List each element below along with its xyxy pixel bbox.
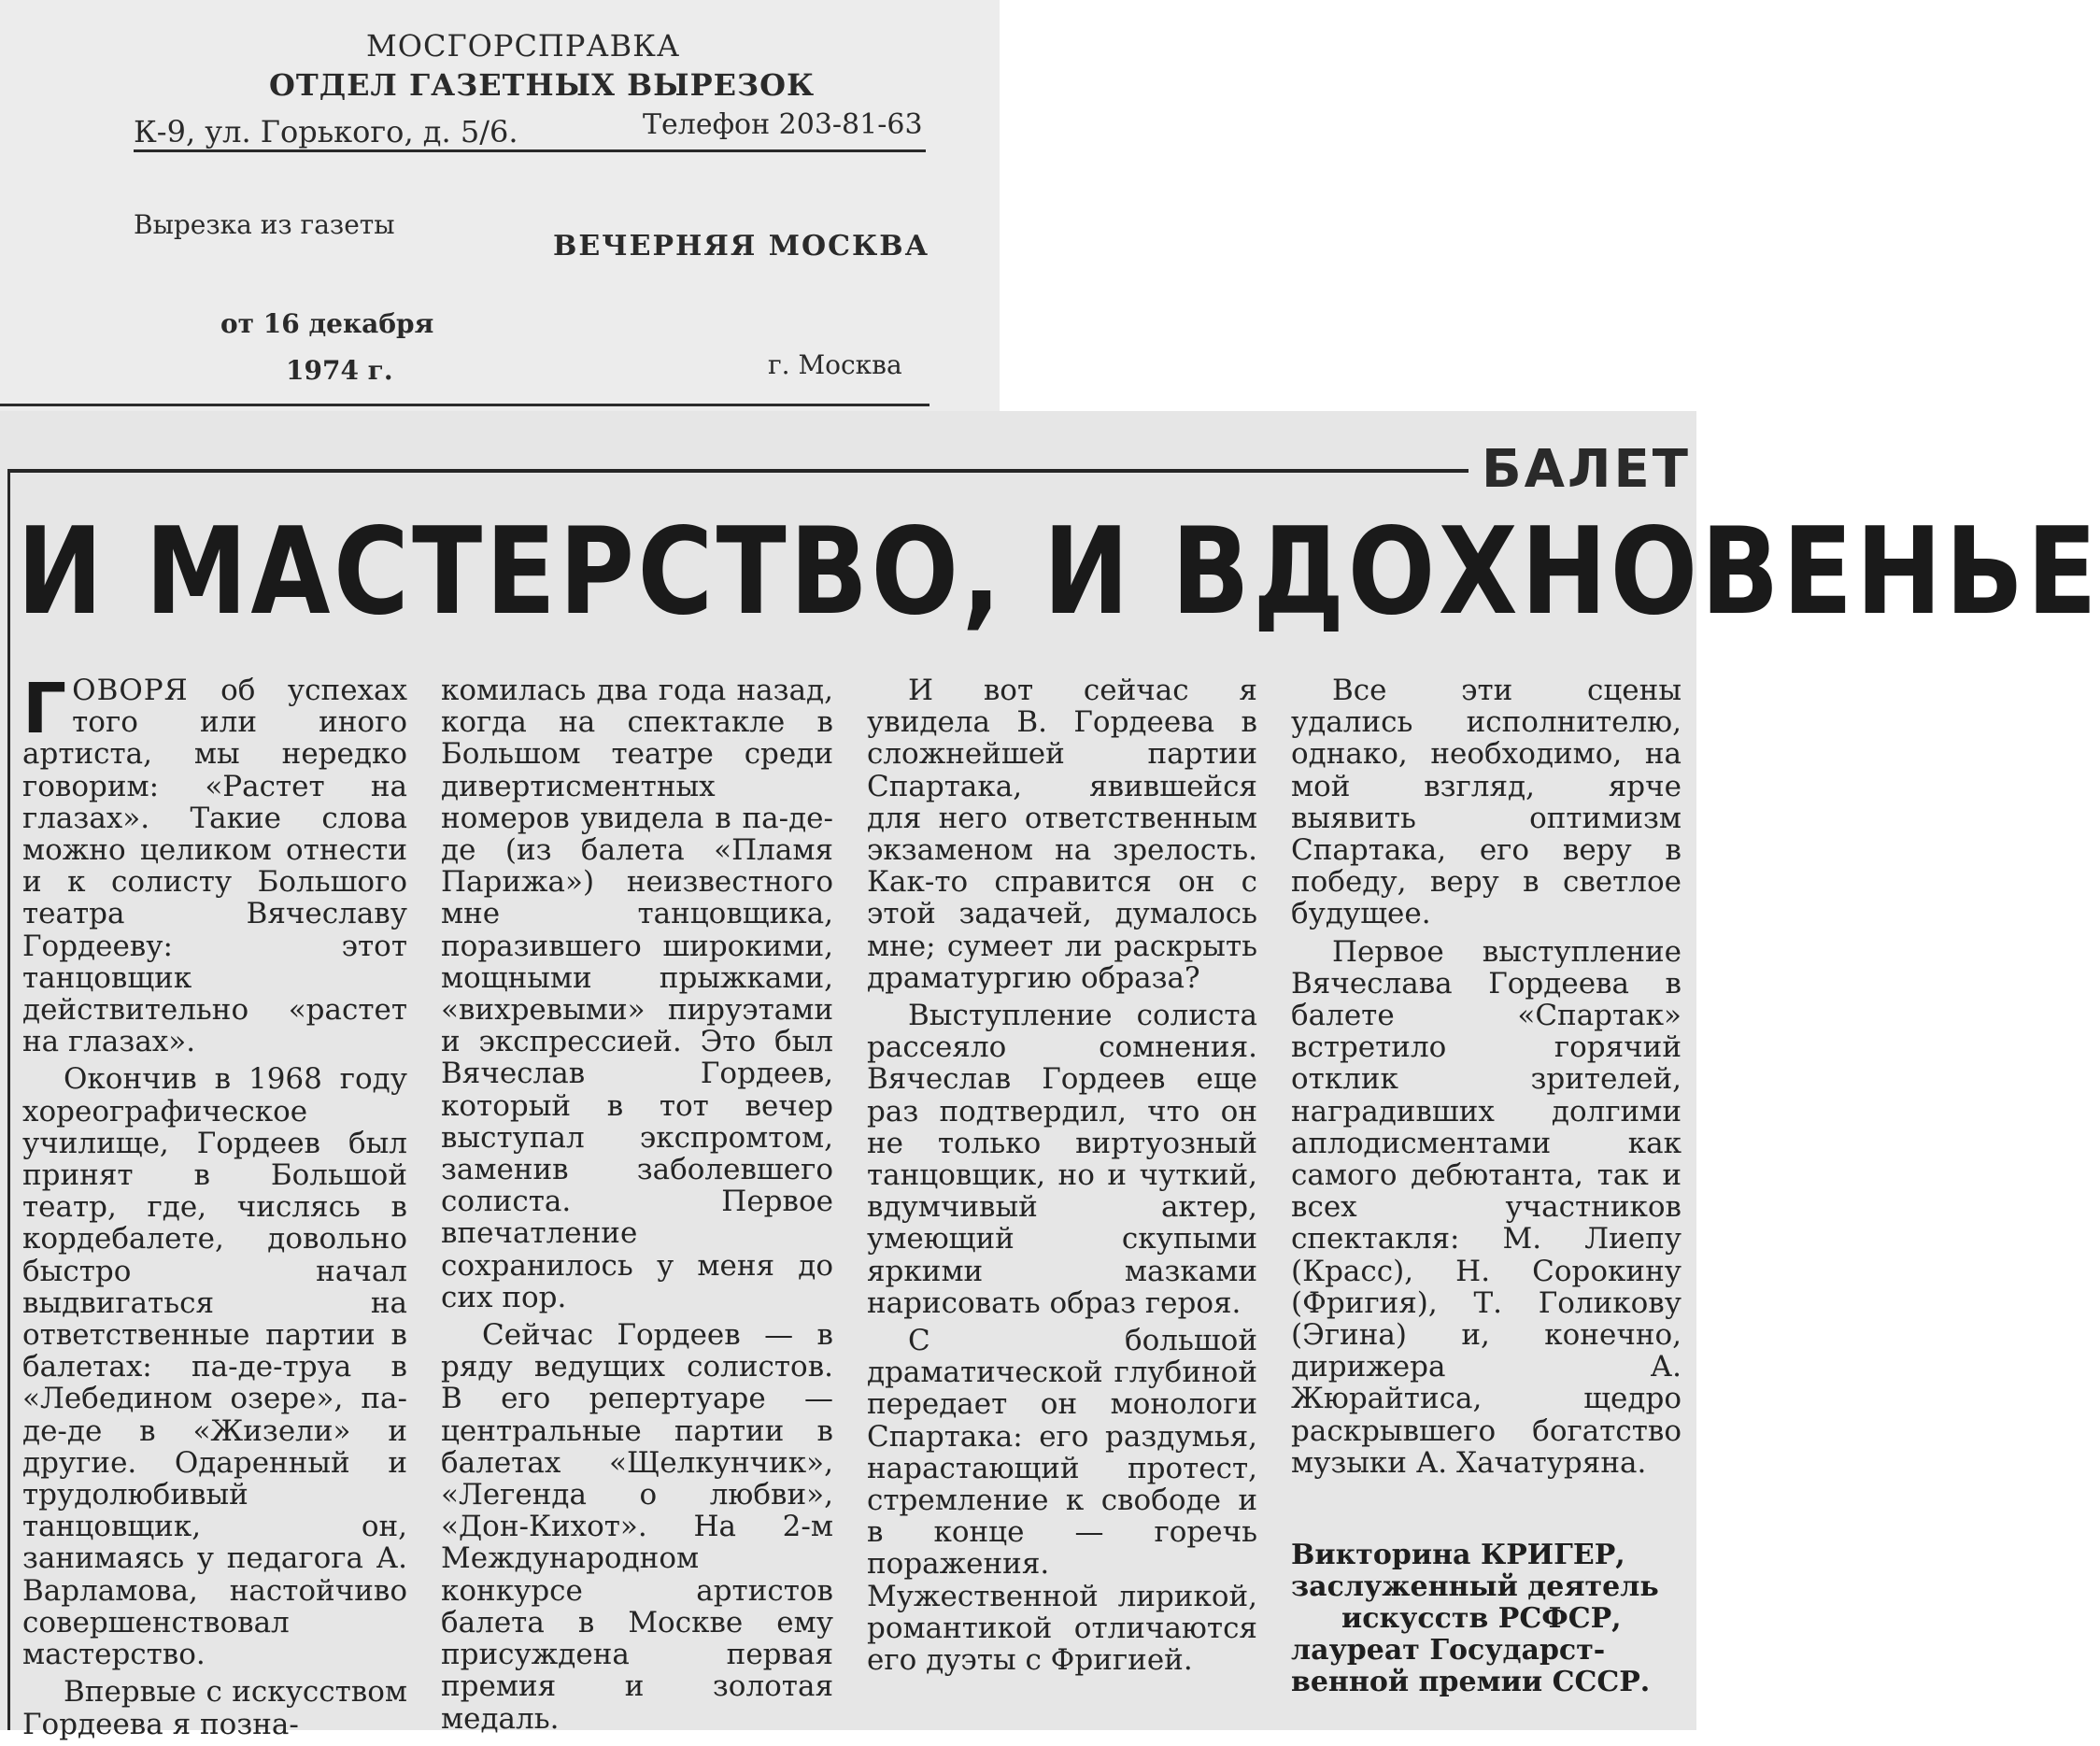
city: г. Москва — [768, 349, 902, 380]
author-title: лауреат Государст- — [1291, 1634, 1606, 1667]
author-title: венной премии СССР. — [1291, 1666, 1651, 1698]
article-top-rule — [7, 469, 1483, 473]
date-line: от 16 декабря — [220, 308, 434, 339]
article-headline: И МАСТЕРСТВО, И ВДОХНОВЕНЬЕ — [17, 503, 2100, 642]
article-column-3 — [867, 674, 1257, 1682]
lead-caps: ОВОРЯ — [72, 674, 189, 707]
paragraph: Первое выступление Вячеслава Гордеева в балете «Спартак» встретило горячий отклик зрителей, наградивших долгими аплодисментами как самого дебютанта, так и всех участников спектакля: М. Лиепу (Красс), Н. Сорокину (Фригия), Т. Голикову (Эгина) и, конечно, дирижера А. Жюрайтиса, щедро раскрывшего богатство музыки А. Хачатуряна. — [1291, 934, 1681, 1480]
newspaper-article — [0, 411, 2100, 1741]
stamp-rule-top — [134, 149, 926, 152]
paragraph: Окончив в 1968 году хореографическое училище, Гордеев был принят в Большой театр, где, числясь в кордебалете, довольно быстро начал выдвигаться на ответственные партии в балетах: па-де-труа в «Лебедином озере», па-де-де в «Жизели» и другие. Одаренный и трудолюбивый танцовщик, он, занимаясь у педагога А. Варламова, настойчиво совершенствовал мастерство. — [22, 1062, 407, 1672]
author-title: искусств РСФСР, — [1341, 1602, 1622, 1635]
paragraph: Сейчас Гордеев — в ряду ведущих солистов. В его репертуаре — центральные партии в балетах «Щелкунчик», «Легенда о любви», «Дон-Кихот». На 2-м Международном конкурсе артистов балета в Москве ему присуждена первая премия и золотая медаль. — [441, 1318, 833, 1736]
article-column-2 — [441, 674, 833, 1740]
paragraph: И вот сейчас я увидела В. Гордеева в сложнейшей партии Спартака, явившейся для него ответственным экзаменом на зрелость. Как-то справится он с этой задачей, думалось мне; сумеет ли раскрыть драматургию образа? — [867, 674, 1257, 995]
author-title: заслуженный деятель — [1291, 1570, 1659, 1603]
department-name: ОТДЕЛ ГАЗЕТНЫХ ВЫРЕЗОК — [269, 67, 816, 103]
stamp-rule-bottom — [0, 404, 929, 406]
author-signature — [1291, 1540, 1683, 1698]
from-label: Вырезка из газеты — [134, 209, 395, 240]
year-line: 1974 г. — [286, 355, 393, 386]
paragraph: Все эти сцены удались исполнителю, однако, необходимо, на мой взгляд, ярче выявить оптимизм Спартака, его веру в победу, веру в светлое будущее. — [1291, 674, 1681, 931]
author-name: Викторина КРИГЕР, — [1291, 1539, 1625, 1571]
paragraph: С большой драматической глубиной передает он монологи Спартака: его раздумья, нарастающий протест, стремление к свободе и в конце — горечь поражения. Мужественной лирикой, романтикой отличаются его дуэты с Фригией. — [867, 1324, 1257, 1678]
rubric-label: БАЛЕТ — [1469, 439, 1691, 500]
agency-name: МОСГОРСПРАВКА — [366, 28, 681, 64]
paragraph: комилась два года назад, когда на спектакле в Большом театре среди дивертисментных номеров увидела в па-де-де (из балета «Пламя Парижа») неизвестного мне танцовщика, поразившего широкими, мощными прыжками, «вихревыми» пируэтами и экспрессией. Это был Вячеслав Гордеев, который в тот вечер выступал экспромтом, заменив заболевшего солиста. Первое впечатление сохранилось у меня до сих пор. — [441, 674, 833, 1314]
article-left-border — [7, 469, 10, 1730]
newspaper-name: ВЕЧЕРНЯЯ МОСКВА — [553, 230, 930, 263]
address: К-9, ул. Горького, д. 5/6. — [134, 114, 518, 149]
phone: Телефон 203-81-63 — [643, 108, 923, 141]
article-column-1 — [22, 669, 407, 1746]
article-column-4 — [1291, 674, 1681, 1484]
paragraph-text: об успехах того или иного артиста, мы нередко говорим: «Растет на глазах». Такие слова можно целиком отнести и к солисту Большого театра Вячеславу Гордееву: этот танцовщик действительно «растет на глазах». — [22, 674, 407, 1059]
paragraph: Выступление солиста рассеяло сомнения. Вячеслав Гордеев еще раз подтвердил, что он не только виртуозный танцовщик, но и чуткий, вдумчивый актер, умеющий скупыми яркими мазками нарисовать образ героя. — [867, 999, 1257, 1320]
clipping-stamp — [0, 0, 1000, 411]
paragraph: Впервые с искусством Гордеева я позна- — [22, 1675, 407, 1741]
lead-paragraph — [22, 669, 407, 1059]
drop-cap: Г — [22, 669, 67, 749]
